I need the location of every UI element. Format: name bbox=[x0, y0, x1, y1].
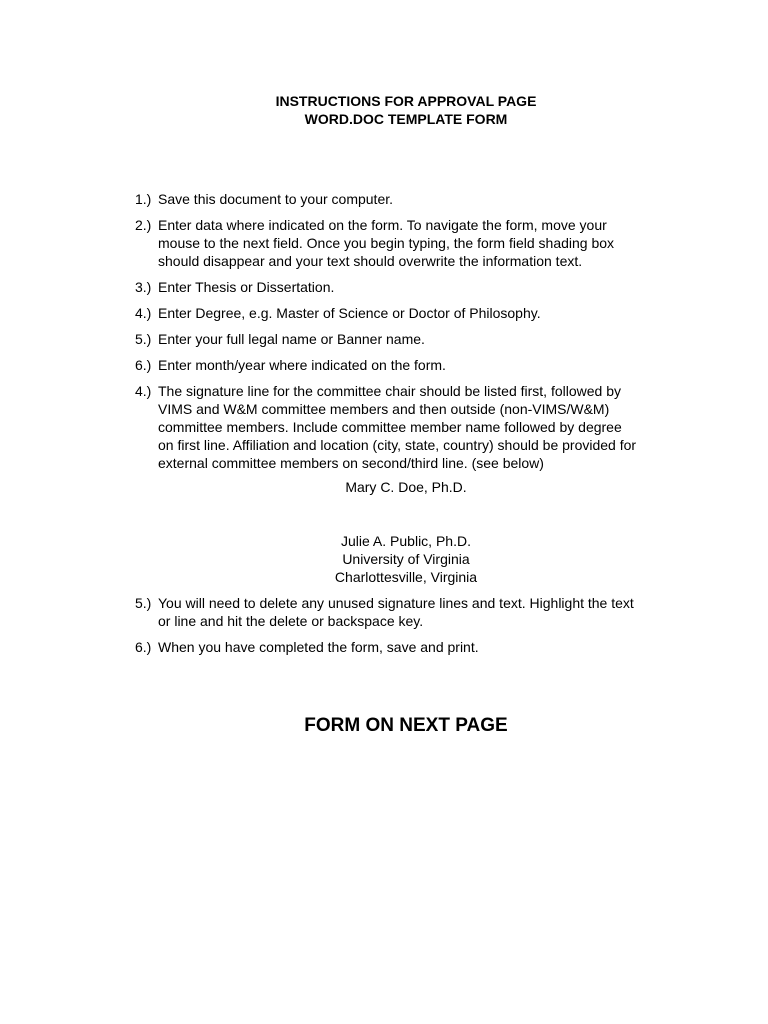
signature-name: Julie A. Public, Ph.D. bbox=[341, 533, 471, 549]
item-number: 4.) bbox=[135, 383, 152, 399]
signature-name: Mary C. Doe, Ph.D. bbox=[345, 479, 467, 495]
item-text: Enter Degree, e.g. Master of Science or Doctor of Philosophy. bbox=[158, 305, 541, 321]
item-text: The signature line for the committee chair should be listed first, followed by VIMS and W&M committee members and then outside (non-VIMS/W&M) committee members. Include committee member name followed by degree on first line. Affiliation and location (city, state, country) should be provided for external committee members on second/third line. (see below) bbox=[158, 383, 637, 471]
signature-affiliation: University of Virginia bbox=[342, 551, 470, 567]
item-number: 2.) bbox=[135, 217, 152, 233]
item-text: Enter data where indicated on the form. To navigate the form, move your mouse to the next field. Once you begin typing, the form field shading box should disappear and your text should overwrite the information text. bbox=[158, 217, 615, 269]
item-number: 5.) bbox=[135, 331, 152, 347]
item-text: When you have completed the form, save and print. bbox=[158, 639, 479, 655]
item-text: Enter month/year where indicated on the form. bbox=[158, 357, 446, 373]
list-item bbox=[135, 638, 695, 656]
item-number: 4.) bbox=[135, 305, 152, 321]
form-on-next-page-heading: FORM ON NEXT PAGE bbox=[304, 715, 508, 736]
list-item bbox=[135, 594, 695, 630]
title-line-1: INSTRUCTIONS FOR APPROVAL PAGE bbox=[275, 93, 537, 109]
list-item bbox=[135, 330, 695, 348]
signature-location: Charlottesville, Virginia bbox=[334, 569, 478, 585]
list-item bbox=[135, 356, 695, 374]
signature-example-1 bbox=[0, 478, 768, 496]
item-number: 6.) bbox=[135, 639, 152, 655]
item-number: 1.) bbox=[135, 191, 152, 207]
item-text: Save this document to your computer. bbox=[158, 191, 394, 207]
page-title bbox=[0, 92, 768, 128]
item-number: 6.) bbox=[135, 357, 152, 373]
item-text: Enter Thesis or Dissertation. bbox=[158, 279, 335, 295]
title-line-2: WORD.DOC TEMPLATE FORM bbox=[304, 111, 508, 127]
signature-example-2 bbox=[0, 532, 768, 586]
list-item bbox=[135, 278, 695, 296]
item-text: Enter your full legal name or Banner name. bbox=[158, 331, 425, 347]
item-text: You will need to delete any unused signature lines and text. Highlight the text or line and hit the delete or backspace key. bbox=[158, 595, 634, 629]
item-number: 3.) bbox=[135, 279, 152, 295]
list-item bbox=[135, 382, 695, 472]
list-item bbox=[135, 304, 695, 322]
list-item bbox=[135, 216, 695, 270]
instructions-list bbox=[135, 190, 695, 664]
list-item bbox=[135, 190, 695, 208]
item-number: 5.) bbox=[135, 595, 152, 611]
